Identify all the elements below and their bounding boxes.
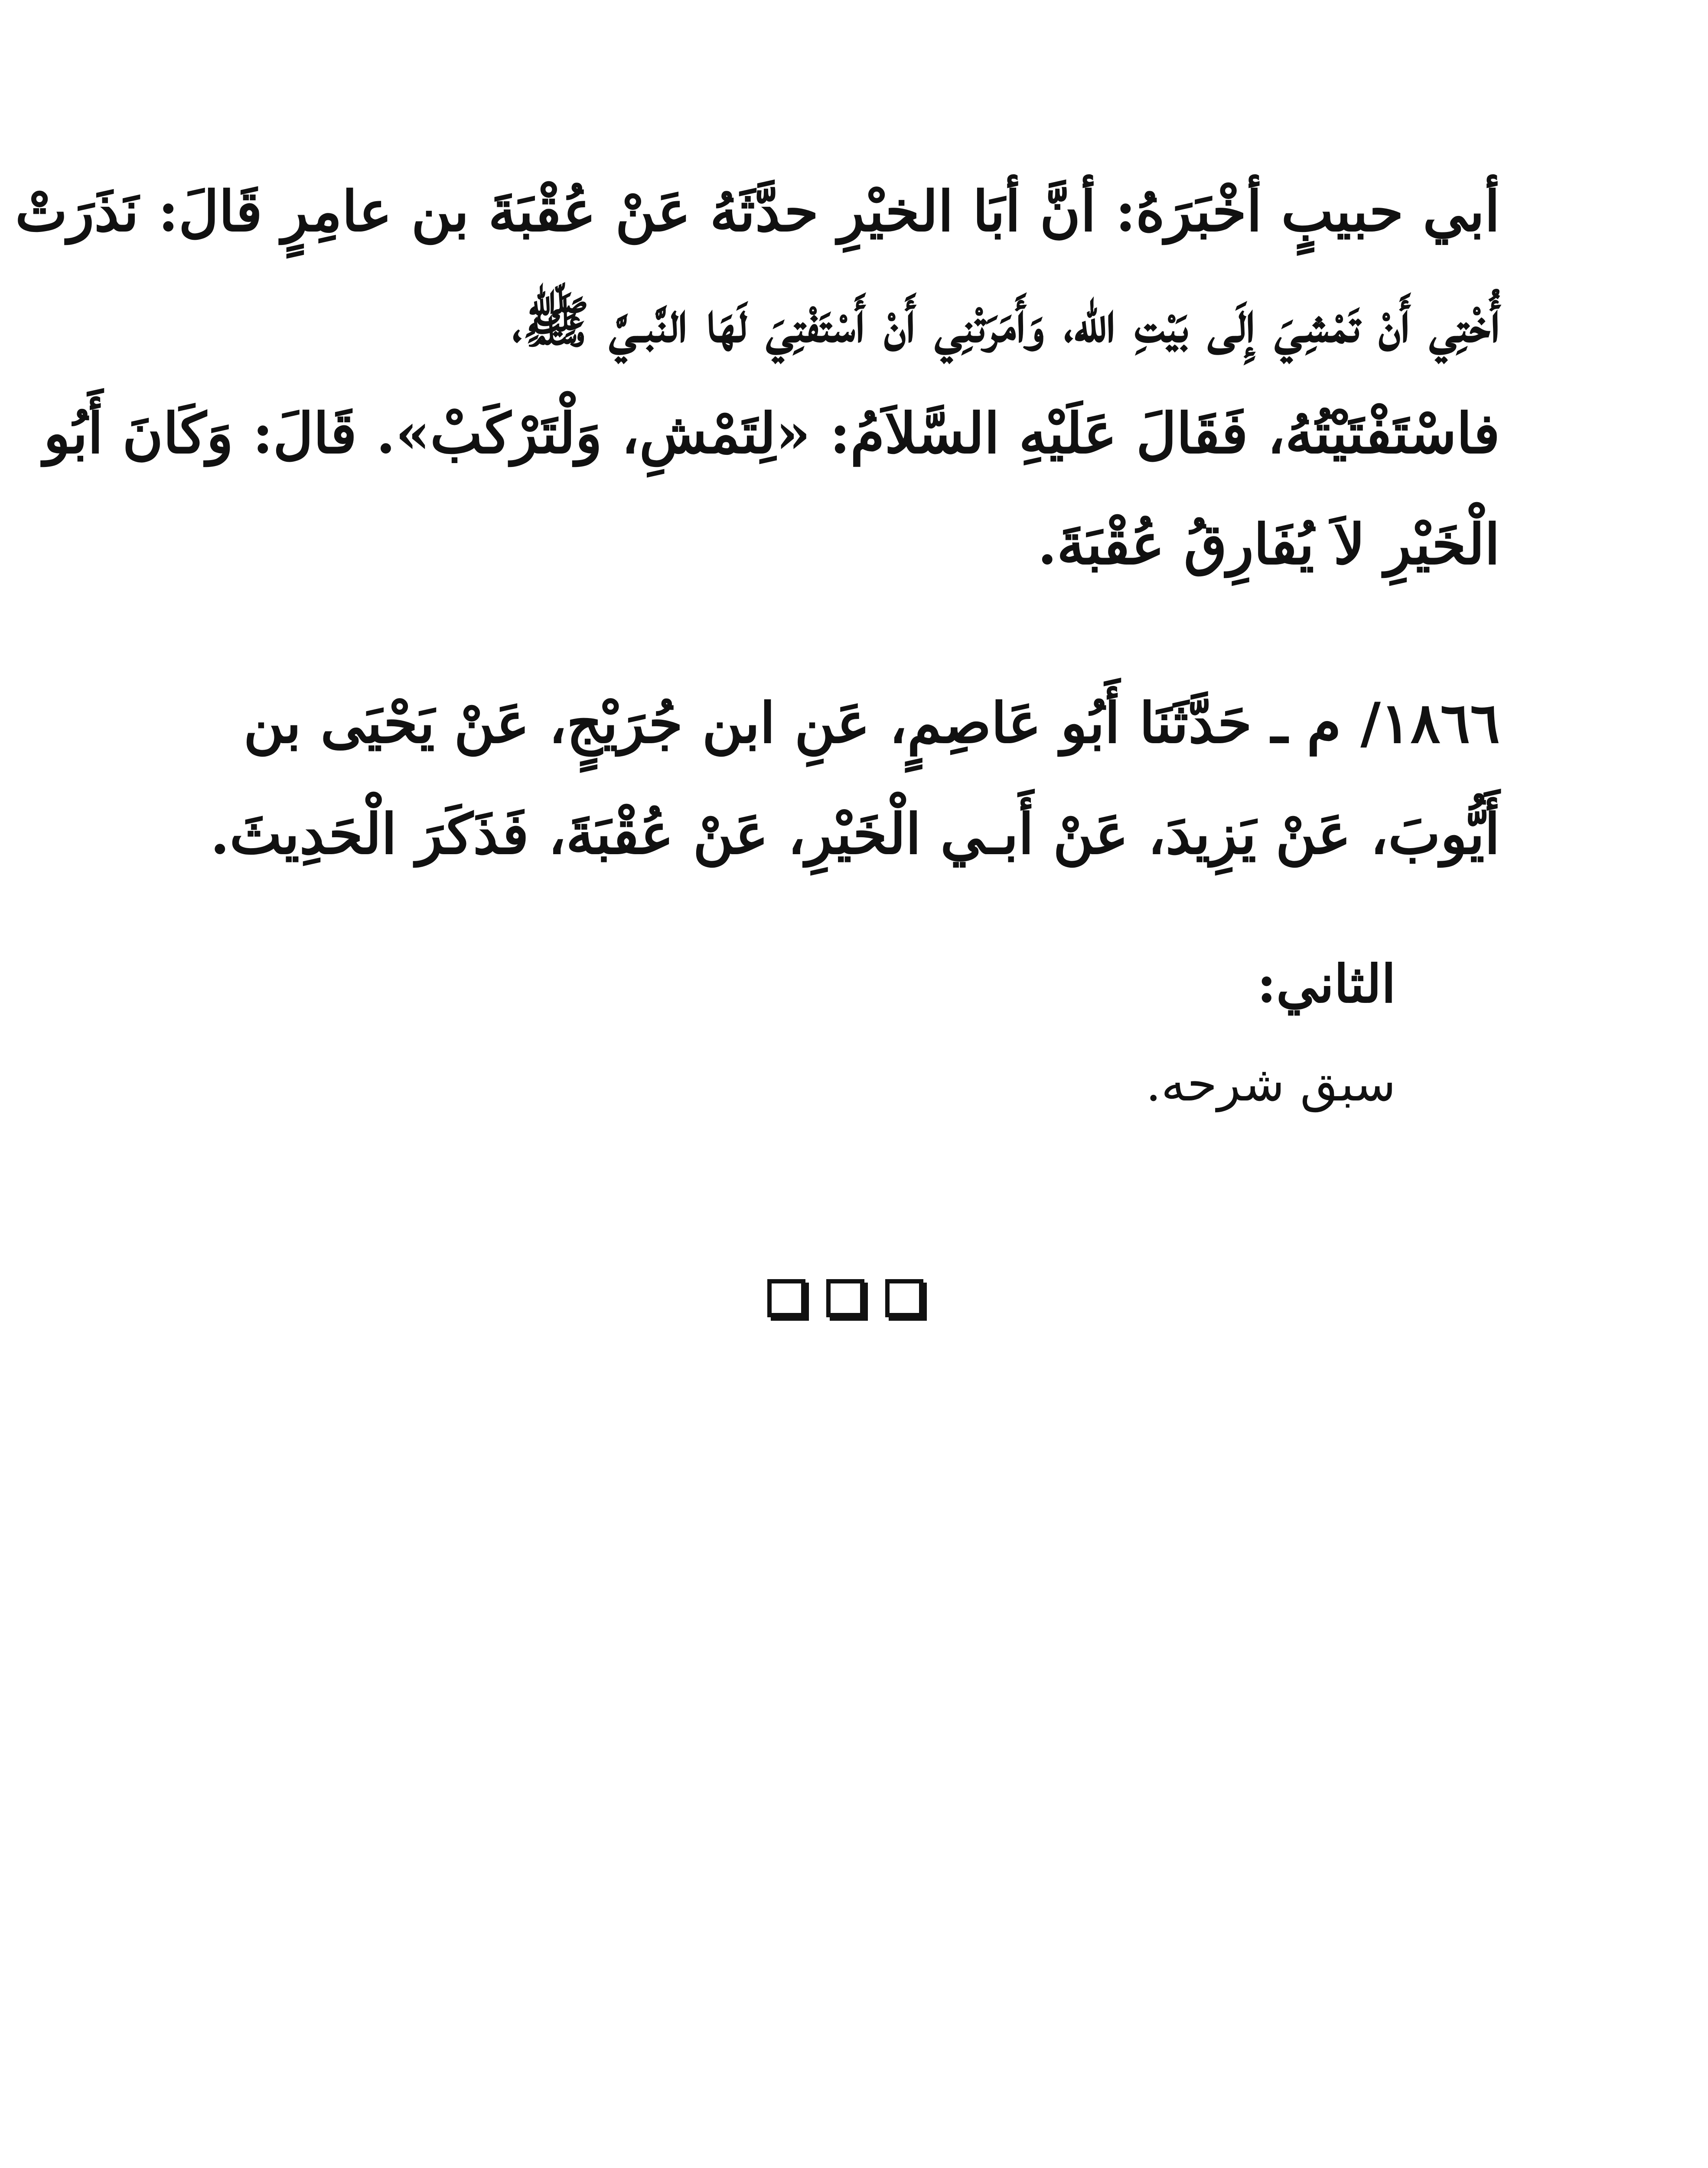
text-line: أبي حبيبٍ أخْبَرَهُ: أنَّ أبَا الخيْرِ حدَّثَهُ عَنْ عُقْبَةَ بن عامِرٍ قَالَ: نَذَرَتْ (15, 179, 1500, 244)
square-ornament-icon (885, 1279, 923, 1317)
section-heading: الثاني: (1257, 953, 1396, 1015)
text-line: ١٨٦٦/ م ـ حَدَّثَنَا أَبُو عَاصِمٍ، عَنِ ابن جُرَيْجٍ، عَنْ يَحْيَى بن (243, 691, 1500, 756)
square-ornament-icon (767, 1279, 805, 1317)
square-ornament-icon (826, 1279, 864, 1317)
section-separator (767, 1279, 923, 1322)
text-line: أُخْتِي أَنْ تَمْشِيَ إِلَى بَيْتِ الله، وَأَمَرَتْنِي أَنْ أَسْتَفْتِيَ لَهَا النَّبـيَّ ﷺ، (512, 290, 1500, 355)
text-line: فاسْتَفْتَيْتُهُ، فَقَالَ عَلَيْهِ السَّلاَمُ: «لِتَمْشِ، وَلْتَرْكَبْ». قَالَ: وَكَانَ أَبُو (43, 401, 1500, 466)
hadith-paragraph (15, 156, 1500, 600)
section-note: سبق شرحه. (1145, 1056, 1396, 1112)
text-line: الْخَيْرِ لاَ يُفَارِقُ عُقْبَةَ. (1037, 512, 1500, 577)
text-line: أَيُّوبَ، عَنْ يَزِيدَ، عَنْ أَبـي الْخَيْرِ، عَنْ عُقْبَةَ، فَذَكَرَ الْحَدِيثَ. (210, 802, 1500, 867)
hadith-paragraph-1866 (210, 668, 1500, 890)
